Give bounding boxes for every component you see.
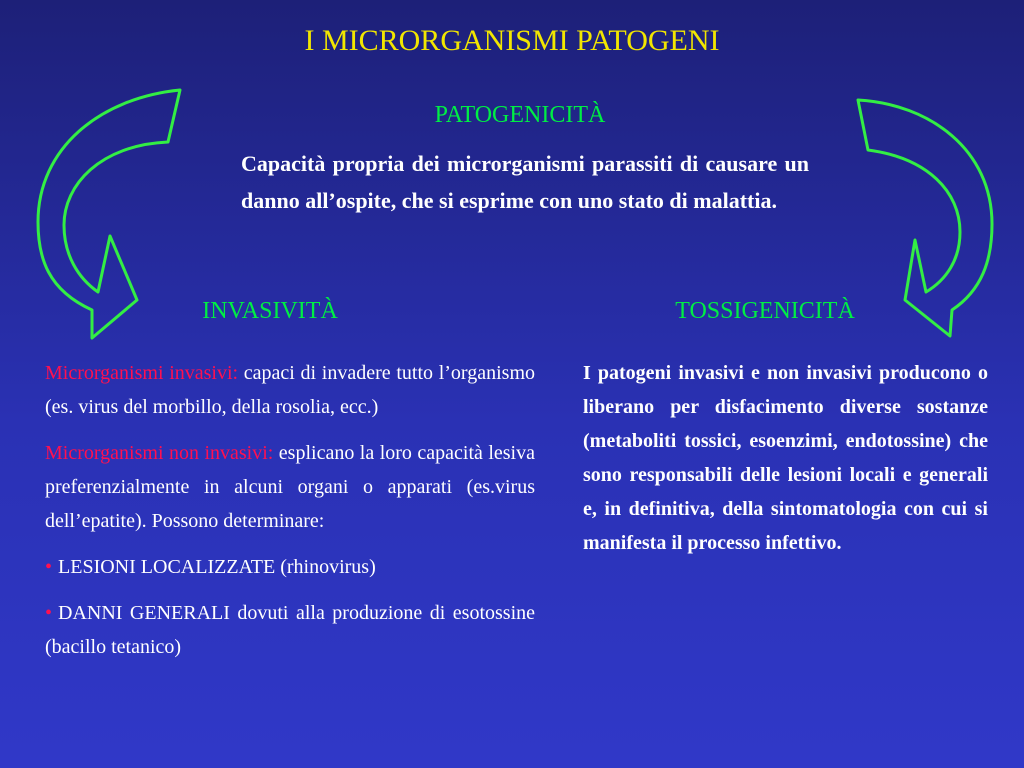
- invasivita-column: [45, 356, 535, 676]
- definition-text: Capacità propria dei microrganismi parassiti di causare un danno all’ospite, che si esprime con uno stato di malattia.: [241, 151, 809, 213]
- invasive-paragraph: [45, 356, 535, 424]
- heading-invasivita: INVASIVITÀ: [202, 298, 338, 324]
- noninvasive-text: esplicano la loro capacità lesiva preferenzialmente in alcuni organi o apparati (es.virus dell’epatite). Possono determinare:: [45, 442, 535, 532]
- invasive-label: Microrganismi invasivi:: [45, 362, 239, 384]
- heading-tossigenicita: TOSSIGENICITÀ: [675, 298, 855, 324]
- bullet-item: [45, 596, 535, 664]
- bullet-item: [45, 550, 535, 584]
- section-title-patogenicita: PATOGENICITÀ: [434, 102, 606, 128]
- bullet-icon: •: [45, 556, 53, 578]
- bullet-icon: •: [45, 602, 53, 624]
- bullet-text: DANNI GENERALI dovuti alla produzione di esotossine (bacillo tetanico): [45, 602, 535, 658]
- noninvasive-paragraph: [45, 436, 535, 538]
- tossigenicita-text: I patogeni invasivi e non invasivi producono o liberano per disfacimento diverse sostanze (metaboliti tossici, esoenzimi, endotossine) che sono responsabili delle lesioni locali e generali e, in definitiva, della sintomatologia con cui si manifesta il processo infettivo.: [583, 362, 988, 554]
- noninvasive-label: Microrganismi non invasivi:: [45, 442, 274, 464]
- page-title: I MICRORGANISMI PATOGENI: [304, 24, 720, 57]
- invasive-text: capaci di invadere tutto l’organismo (es. virus del morbillo, della rosolia, ecc.): [45, 362, 535, 418]
- bullet-text: LESIONI LOCALIZZATE (rhinovirus): [58, 556, 376, 578]
